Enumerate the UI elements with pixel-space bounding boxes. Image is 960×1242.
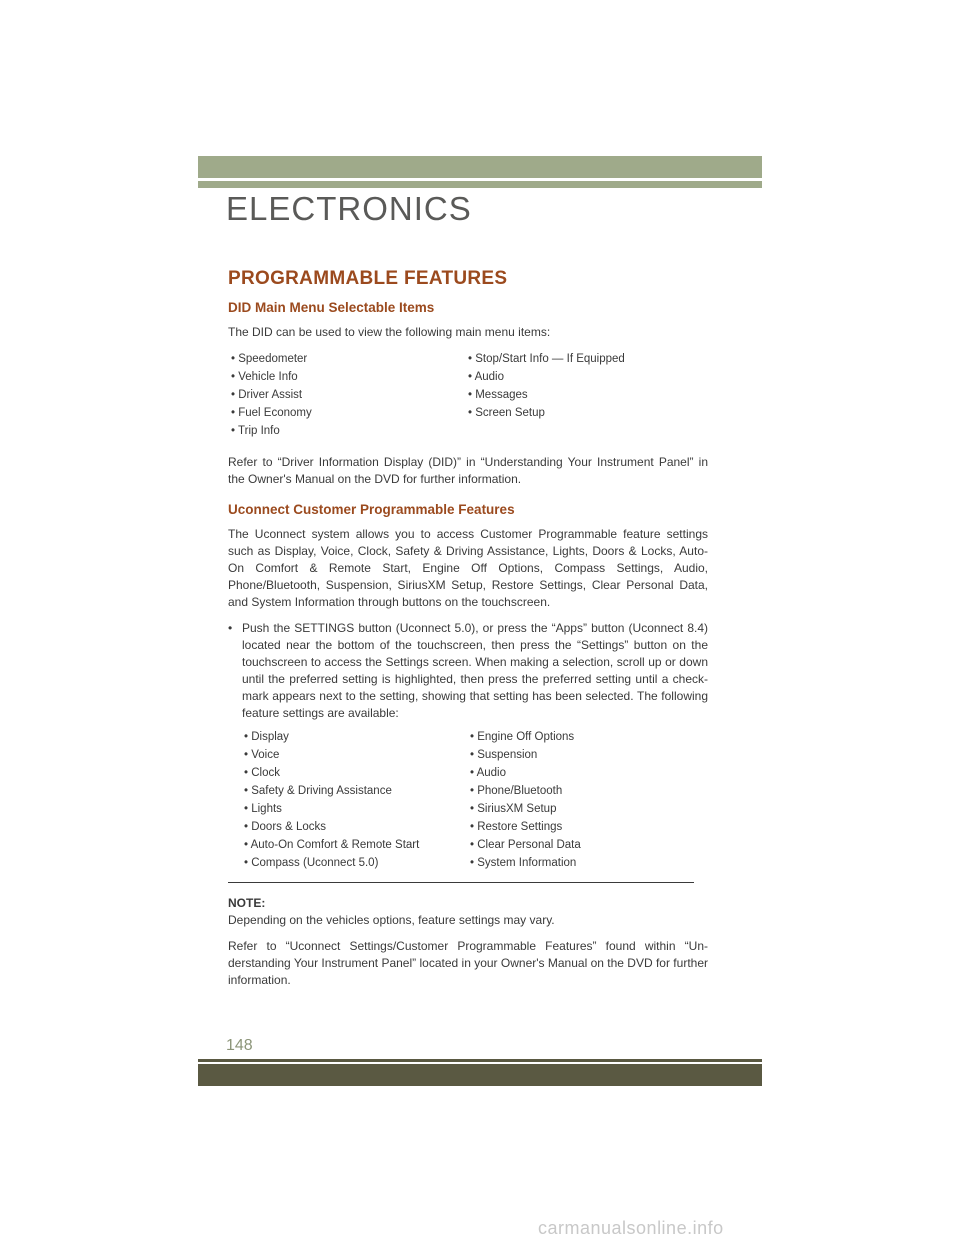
note-text: Depending on the vehicles options, feature settings may vary. — [228, 913, 555, 927]
uconnect-heading: Uconnect Customer Programmable Features — [228, 502, 515, 517]
list-item: • Suspension — [470, 749, 538, 761]
did-menu-list — [231, 350, 708, 440]
closing-refer: Refer to “Uconnect Settings/Customer Programmable Features” found within “Un-derstanding Your Instrument Panel” located in your Owner's Manual on the DVD for further information. — [228, 939, 708, 987]
did-refer: Refer to “Driver Information Display (DID)” in “Understanding Your Instrument Panel” in the Owner's Manual on the DVD for further information. — [228, 455, 708, 486]
list-item: • Clear Personal Data — [470, 839, 581, 851]
list-item: • Clock — [244, 767, 280, 779]
list-item: • System Information — [470, 857, 577, 869]
list-item — [468, 422, 708, 440]
list-item: • Voice — [244, 749, 280, 761]
page-number: 148 — [226, 1037, 253, 1054]
page-title: PROGRAMMABLE FEATURES — [228, 268, 508, 289]
did-heading: DID Main Menu Selectable Items — [228, 300, 435, 315]
list-item: • Screen Setup — [468, 407, 545, 419]
list-item: • Compass (Uconnect 5.0) — [244, 857, 379, 869]
list-item: • Audio — [470, 767, 506, 779]
header-band — [198, 156, 762, 178]
list-item: • Engine Off Options — [470, 731, 575, 743]
list-item: • Speedometer — [231, 353, 308, 365]
list-item: • Auto-On Comfort & Remote Start — [244, 839, 420, 851]
list-item: • Messages — [468, 389, 528, 401]
bullet-mark: • — [228, 621, 233, 635]
settings-instructions — [228, 620, 708, 722]
list-item: • Restore Settings — [470, 821, 563, 833]
footer-rule — [198, 1059, 762, 1062]
section-divider — [228, 882, 694, 883]
did-intro: The DID can be used to view the following main menu items: — [228, 325, 551, 339]
list-item: • Trip Info — [231, 425, 280, 437]
settings-list — [244, 728, 708, 872]
list-item: • Phone/Bluetooth — [470, 785, 563, 797]
list-item: • Fuel Economy — [231, 407, 312, 419]
list-item: • Driver Assist — [231, 389, 303, 401]
note-label: NOTE: — [228, 896, 266, 910]
list-item: • Stop/Start Info — If Equipped — [468, 353, 625, 365]
page-content — [228, 268, 708, 998]
header-rule — [198, 181, 762, 188]
watermark: carmanualsonline.info — [538, 1218, 724, 1238]
settings-instructions-text: Push the SETTINGS button (Uconnect 5.0), or press the “Apps” button (Uconnect 8.4) located near the bottom of the touchscreen, then press the “Settings” button on the touchscreen to access the Settings screen. When making a selection, scroll up or down until the preferred setting is highlighted, then press the preferred setting until a check-mark appears next to the setting, showing that setting has been selected. The following feature settings are available: — [242, 621, 708, 720]
section-title: ELECTRONICS — [226, 190, 472, 227]
list-item: • Safety & Driving Assistance — [244, 785, 392, 797]
footer-band — [198, 1064, 762, 1086]
uconnect-intro: The Uconnect system allows you to access Customer Programmable feature settings such as Display, Voice, Clock, Safety & Driving Assistance, Lights, Doors & Locks, Auto-On Comfort & Remote Start, Engine Off Options, Compass Settings, Audio, Phone/Bluetooth, Suspension, SiriusXM Setup, Restore Settings, Clear Personal Data, and System Information through buttons on the touchscreen. — [228, 527, 708, 609]
list-item: • Display — [244, 731, 289, 743]
list-item: • SiriusXM Setup — [470, 803, 557, 815]
list-item: • Vehicle Info — [231, 371, 298, 383]
list-item: • Lights — [244, 803, 282, 815]
list-item: • Audio — [468, 371, 504, 383]
list-item: • Doors & Locks — [244, 821, 326, 833]
